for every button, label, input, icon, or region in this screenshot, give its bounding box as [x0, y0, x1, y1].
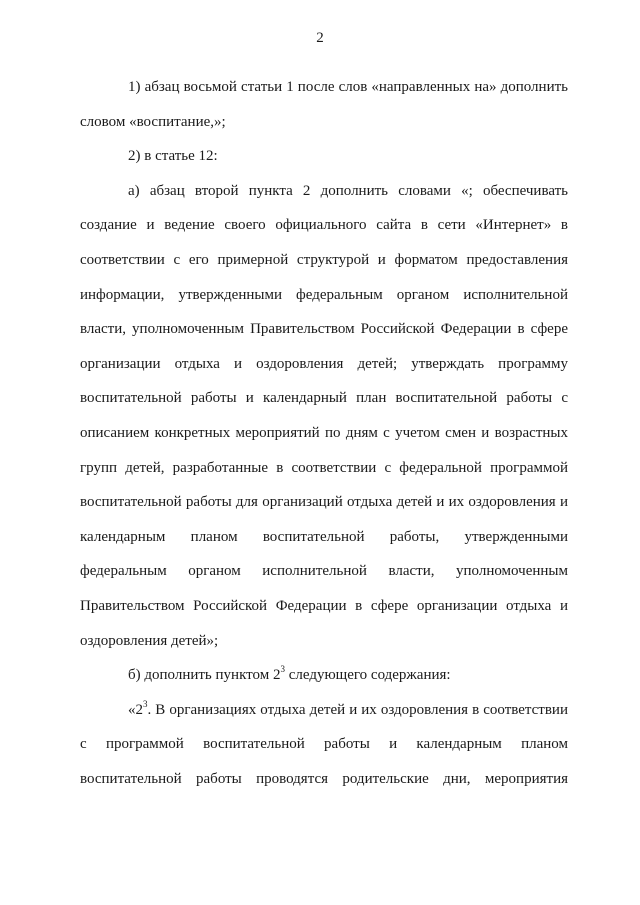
paragraph-2: 2) в статье 12:	[128, 148, 218, 165]
paragraph-5-text-after: . В организациях отдыха детей и их оздоровления в соответствии с программой воспитательной работы и календарным планом воспитательной работы проводятся родительские дни, мероприятия	[80, 701, 568, 787]
paragraph-4-text-before: б) дополнить пунктом 2	[128, 667, 281, 684]
document-body	[80, 70, 568, 796]
paragraph-4-text-after: следующего содержания:	[284, 667, 451, 684]
paragraph-5	[80, 693, 568, 797]
paragraph-5-text-before: «2	[128, 701, 143, 718]
paragraph-3: а) абзац второй пункта 2 дополнить словами «; обеспечивать создание и ведение своего официального сайта в сети «Интернет» в соответствии с его примерной структурой и форматом предоставления информации, утвержденными федеральным органом исполнительной власти, уполномоченным Правительством Российской Федерации в сфере организации отдыха и оздоровления детей; утверждать программу воспитательной работы и календарный план воспитательной работы с описанием конкретных мероприятий по дням с учетом смен и возрастных групп детей, разработанные в соответствии с федеральной программой воспитательной работы для организаций отдыха детей и их оздоровления и календарным планом воспитательной работы, утвержденными федеральным органом исполнительной власти, уполномоченным Правительством Российской Федерации в сфере организации отдыха и оздоровления детей»;	[80, 182, 568, 649]
paragraph-1: 1) абзац восьмой статьи 1 после слов «направленных на» дополнить словом «воспитание,»;	[80, 79, 568, 130]
paragraph-4	[80, 658, 568, 693]
page-number: 2	[316, 30, 324, 46]
paragraph-4-superscript: 3	[280, 664, 285, 675]
paragraph-5-superscript: 3	[143, 698, 148, 709]
